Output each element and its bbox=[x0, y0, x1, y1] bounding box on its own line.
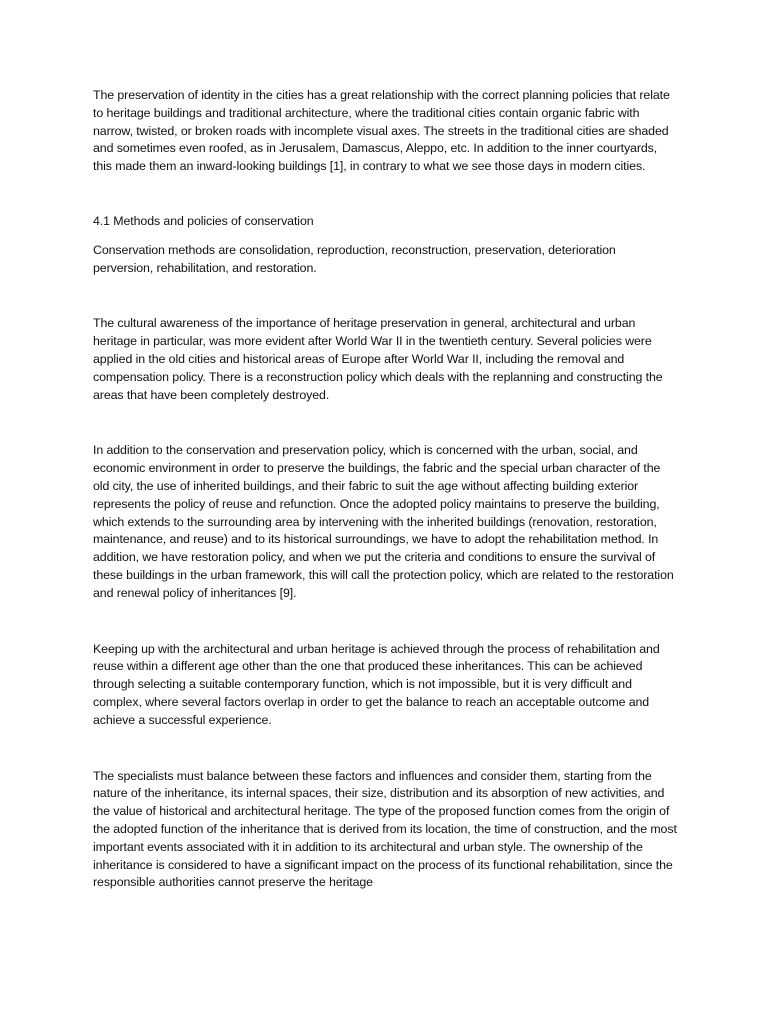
section-heading: 4.1 Methods and policies of conservation bbox=[93, 213, 314, 228]
document-body bbox=[93, 87, 677, 892]
paragraph-cultural-awareness: The cultural awareness of the importance of heritage preservation in general, architectural and urban heritage in particular, was more evident after World War II in the twentieth century. Several policies were applied in the old cities and historical areas of Europe after World War II, including the removal and compensation policy. There is a reconstruction policy which deals with the replanning and constructing the areas that have been completely destroyed. bbox=[93, 316, 663, 402]
paragraph-rehabilitation-reuse: Keeping up with the architectural and urban heritage is achieved through the process of rehabilitation and reuse within a different age other than the one that produced these inheritances. This can be achieved through selecting a suitable contemporary function, which is not impossible, but it is very difficult and complex, where several factors overlap in order to get the balance to reach an acceptable outcome and achieve a successful experience. bbox=[93, 641, 660, 727]
paragraph-identity-preservation: The preservation of identity in the cities has a great relationship with the correct planning policies that relate to heritage buildings and traditional architecture, where the traditional cities contain organic fabric with narrow, twisted, or broken roads with incomplete visual axes. The streets in the traditional cities are shaded and sometimes even roofed, as in Jerusalem, Damascus, Aleppo, etc. In addition to the inner courtyards, this made them an inward-looking buildings [1], in contrary to what we see those days in modern cities. bbox=[93, 88, 670, 174]
paragraph-specialists-balance: The specialists must balance between these factors and influences and consider them, starting from the nature of the inheritance, its internal spaces, their size, distribution and its absorption of new activities, and the value of historical and architectural heritage. The type of the proposed function comes from the origin of the adopted function of the inheritance that is derived from its location, the time of construction, and the most important events associated with it in addition to its architectural and urban style. The ownership of the inheritance is considered to have a significant impact on the process of its functional rehabilitation, since the responsible authorities cannot preserve the heritage bbox=[93, 768, 677, 890]
paragraph-conservation-policy: In addition to the conservation and preservation policy, which is concerned with the urban, social, and economic environment in order to preserve the buildings, the fabric and the special urban character of the old city, the use of inherited buildings, and their fabric to suit the age without affecting building exterior represents the policy of reuse and refunction. Once the adopted policy maintains to preserve the building, which extends to the surrounding area by intervening with the inherited buildings (renovation, restoration, maintenance, and reuse) and to its historical surroundings, we have to adopt the rehabilitation method. In addition, we have restoration policy, and when we put the criteria and conditions to ensure the survival of these buildings in the urban framework, this will call the protection policy, which are related to the restoration and renewal policy of inheritances [9]. bbox=[93, 443, 674, 600]
paragraph-conservation-methods: Conservation methods are consolidation, reproduction, reconstruction, preservation, deterioration perversion, rehabilitation, and restoration. bbox=[93, 242, 616, 275]
